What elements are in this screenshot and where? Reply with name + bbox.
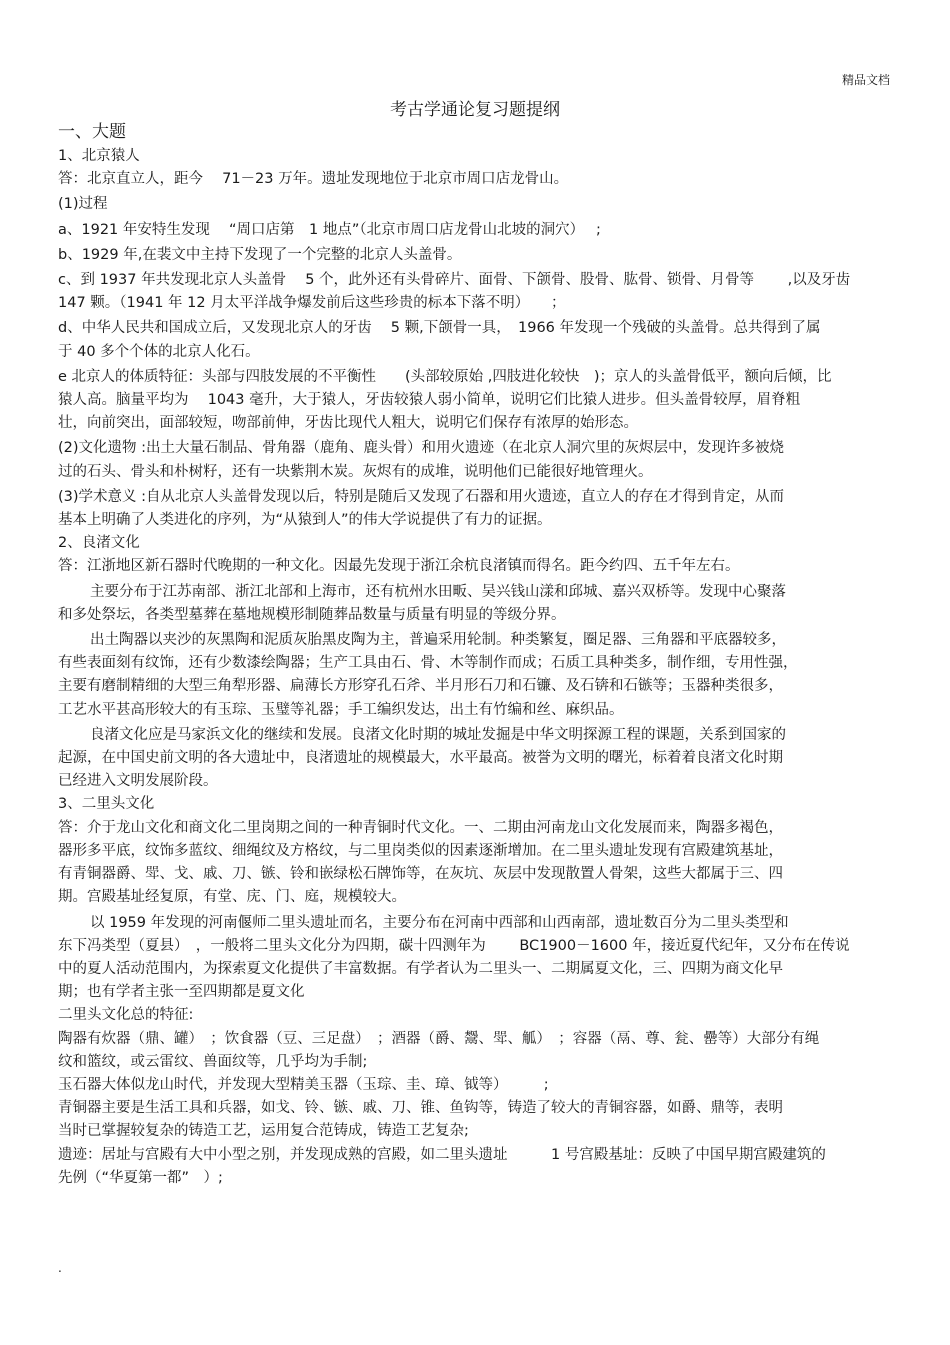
paragraph-line: 有青铜器爵、斝、戈、戚、刀、镞、铃和嵌绿松石牌饰等，在灰坑、灰层中发现散置人骨架，这些大都属于三、四 (58, 866, 783, 883)
paragraph-line: 青铜器主要是生活工具和兵器，如戈、铃、镞、戚、刀、锥、鱼钩等，铸造了较大的青铜容器，如爵、鼎等，表明 (58, 1100, 783, 1117)
paragraph-line: (2)文化遗物 :出土大量石制品、骨角器（鹿角、鹿头骨）和用火遗迹（在北京人洞穴里的灰烬层中，发现许多被烧 (58, 440, 785, 457)
item-heading: 2、良渚文化 (58, 535, 140, 552)
document-title: 考古学通论复习题提纲 (390, 100, 560, 120)
paragraph-line: 纹和篮纹，或云雷纹、兽面纹等，几乎均为手制; (58, 1053, 368, 1070)
paragraph-line: 期；也有学者主张一至四期都是夏文化 (58, 984, 305, 1001)
paragraph-line: 遗迹：居址与宫殿有大中小型之别，并发现成熟的宫殿，如二里头遗址 1 号宫殿基址：反映了中国早期宫殿建筑的 (58, 1146, 826, 1163)
paragraph-line: 东下冯类型（夏县） ，一般将二里头文化分为四期，碳十四测年为 BC1900－1600 年，接近夏代纪年，又分布在传说 (58, 937, 850, 954)
paragraph-line: 147 颗。（1941 年 12 月太平洋战争爆发前后这些珍贵的标本下落不明） ； (58, 295, 566, 312)
paragraph-line: 陶器有炊器（鼎、罐） ；饮食器（豆、三足盘） ；酒器（爵、鬶、斝、觚） ；容器（鬲、尊、瓮、罍等）大部分有绳 (58, 1030, 820, 1047)
paragraph-line: 答：江浙地区新石器时代晚期的一种文化。因最先发现于浙江余杭良渚镇而得名。距今约四、五千年左右。 (58, 558, 740, 575)
footer-mark: . (58, 1261, 62, 1275)
paragraph-line: 器形多平底，纹饰多蓝纹、细绳纹及方格纹，与二里岗类似的因素逐渐增加。在二里头遗址发现有宫殿建筑基址， (58, 842, 783, 859)
paragraph-line: 主要有磨制精细的大型三角犁形器、扁薄长方形穿孔石斧、半月形石刀和石镰、及石锛和石镞等；玉器种类很多， (58, 678, 783, 695)
paragraph-line: 过的石头、骨头和朴树籽，还有一块紫荆木炭。灰烬有的成堆，说明他们已能很好地管理火。 (58, 463, 653, 480)
paragraph-line: 先例（“华夏第一都” ）; (58, 1169, 223, 1186)
section-heading: 一、大题 (58, 122, 126, 142)
paragraph-line: 起源，在中国史前文明的各大遗址中，良渚遗址的规模最大，水平最高。被誉为文明的曙光，标着着良渚文化时期 (58, 750, 783, 767)
paragraph-line: 良渚文化应是马家浜文化的继续和发展。良渚文化时期的城址发掘是中华文明探源工程的课题，关系到国家的 (90, 726, 786, 743)
paragraph-line: e 北京人的体质特征：头部与四肢发展的不平衡性 (头部较原始 ,四肢进化较快 )；京人的头盖骨低平，额向后倾，比 (58, 368, 832, 385)
paragraph-line: 于 40 多个个体的北京人化石。 (58, 343, 260, 360)
paragraph-line: 和多处祭坛，各类型墓葬在墓地规模形制随葬品数量与质量有明显的等级分界。 (58, 606, 566, 623)
paragraph-line: 当时已掌握较复杂的铸造工艺，运用复合范铸成，铸造工艺复杂; (58, 1123, 469, 1140)
paragraph-line: 已经进入文明发展阶段。 (58, 773, 218, 790)
paragraph-line: 二里头文化总的特征: (58, 1007, 194, 1024)
paragraph-line: d、中华人民共和国成立后，又发现北京人的牙齿 5 颗,下颌骨一具， 1966 年发现一个残破的头盖骨。总共得到了属 (58, 320, 821, 337)
paragraph-line: 答：介于龙山文化和商文化二里岗期之间的一种青铜时代文化。一、二期由河南龙山文化发展而来，陶器多褐色， (58, 819, 783, 836)
paragraph-line: 有些表面刻有纹饰，还有少数漆绘陶器；生产工具由石、骨、木等制作而成；石质工具种类多，制作细，专用性强， (58, 655, 798, 672)
item-heading: 3、二里头文化 (58, 796, 155, 813)
watermark-text: 精品文档 (841, 73, 890, 87)
paragraph-line: 基本上明确了人类进化的序列，为“从猿到人”的伟大学说提供了有力的证据。 (58, 512, 552, 529)
paragraph-line: 答：北京直立人，距今 71－23 万年。遗址发现地位于北京市周口店龙骨山。 (58, 171, 569, 188)
paragraph-line: 中的夏人活动范围内，为探索夏文化提供了丰富数据。有学者认为二里头一、二期属夏文化，三、四期为商文化早 (58, 960, 783, 977)
item-heading: 1、北京猿人 (58, 148, 140, 164)
paragraph-line: (3)学术意义 :自从北京人头盖骨发现以后，特别是随后又发现了石器和用火遗迹，直立人的存在才得到肯定，从而 (58, 488, 785, 505)
paragraph-line: b、1929 年,在裴文中主持下发现了一个完整的北京人头盖骨。 (58, 246, 462, 263)
paragraph-line: 主要分布于江苏南部、浙江北部和上海市，还有杭州水田畈、吴兴钱山漾和邱城、嘉兴双桥等。发现中心聚落 (90, 583, 786, 600)
paragraph-line: 期。宫殿基址经复原，有堂、庑、门、庭，规模较大。 (58, 889, 406, 906)
paragraph-line: 壮，向前突出，面部较短，吻部前伸，牙齿比现代人粗大，说明它们保存有浓厚的始形态。 (58, 415, 638, 432)
paragraph-line: 以 1959 年发现的河南偃师二里头遗址而名，主要分布在河南中西部和山西南部，遗址数百分为二里头类型和 (90, 914, 789, 931)
paragraph-line: c、到 1937 年共发现北京人头盖骨 5 个，此外还有头骨碎片、面骨、下颌骨、股骨、肱骨、锁骨、月骨等 ,以及牙齿 (58, 272, 851, 289)
document-body (58, 120, 894, 1190)
paragraph-line: a、1921 年安特生发现 “周口店第 1 地点”（北京市周口店龙骨山北坡的洞穴） ; (58, 221, 601, 238)
paragraph-line: 玉石器大体似龙山时代，并发现大型精美玉器（玉琮、圭、璋、钺等） ; (58, 1076, 549, 1093)
paragraph-line: 出土陶器以夹沙的灰黑陶和泥质灰胎黑皮陶为主，普遍采用轮制。种类繁复，圈足器、三角器和平底器较多， (90, 632, 786, 649)
paragraph-line: 工艺水平甚高形较大的有玉琮、玉璧等礼器；手工编织发达，出土有竹编和丝、麻织品。 (58, 701, 624, 718)
subheading: (1)过程 (58, 196, 108, 213)
paragraph-line: 猿人高。脑量平均为 1043 毫升，大于猿人，牙齿较猿人弱小简单，说明它们比猿人进步。但头盖骨较厚，眉脊粗 (58, 392, 801, 409)
